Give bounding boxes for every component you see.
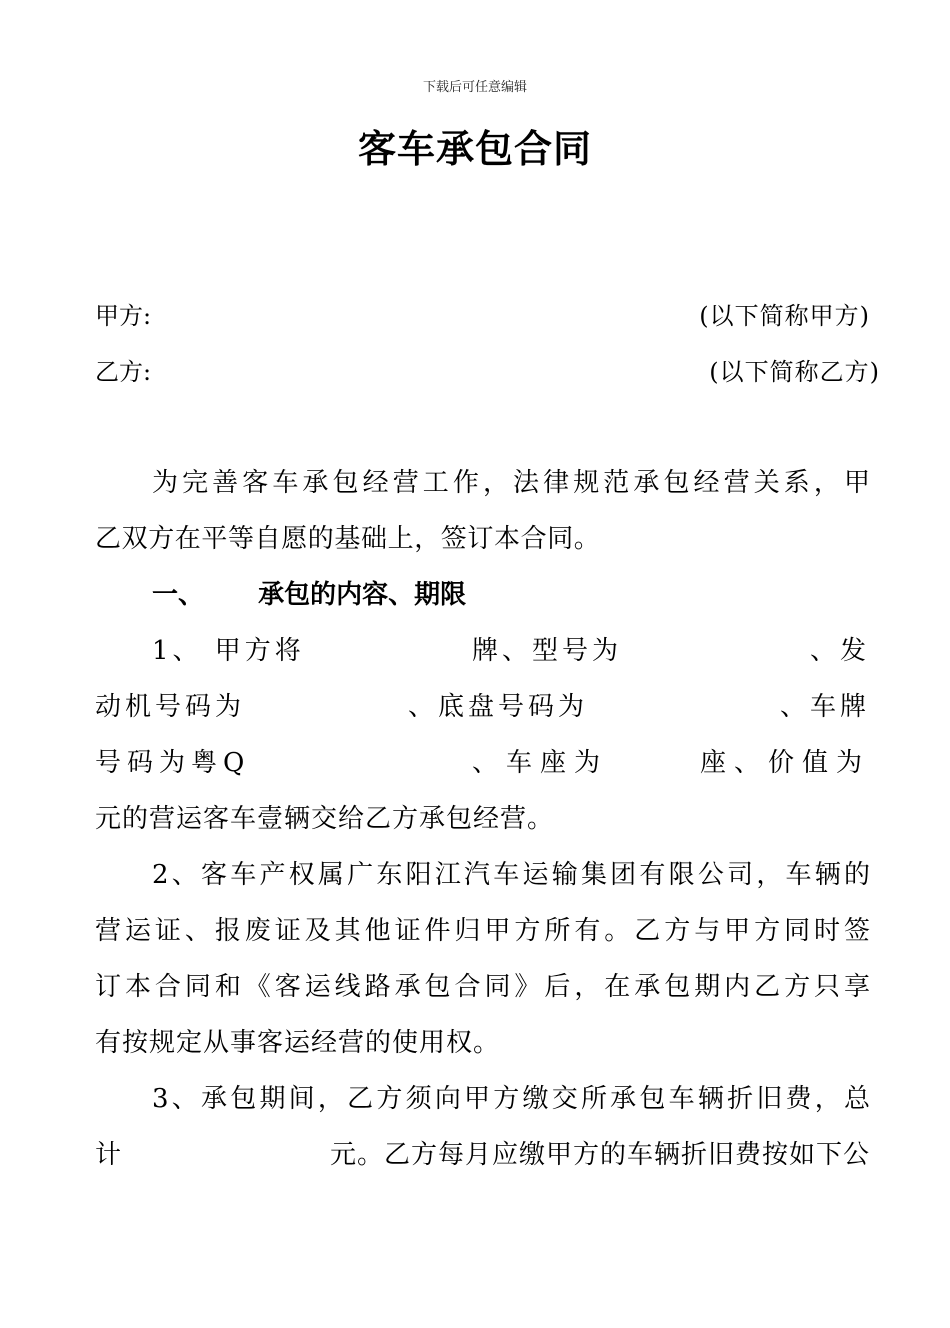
- section-title: 承包的内容、期限: [258, 580, 467, 610]
- party-a-label: 甲方:: [95, 302, 152, 330]
- clause3-line-1: 3、承包期间，乙方须向甲方缴交所承包车辆折旧费，总: [152, 1084, 870, 1114]
- clause2-line-4: 有按规定从事客运经营的使用权。: [95, 1028, 501, 1058]
- party-a-line: [95, 296, 870, 336]
- clause1-text-d: 动机号码为: [95, 692, 246, 722]
- page-title: 客车承包合同: [357, 127, 592, 171]
- clause1-line-3: [95, 743, 870, 799]
- party-a-note: (以下简称甲方): [699, 302, 870, 330]
- header-note: 下载后可任意编辑: [422, 80, 527, 95]
- section-heading: [95, 575, 870, 631]
- clause3-text-a: 计: [95, 1140, 122, 1170]
- clause2-line-3: 订本合同和《客运线路承包合同》后，在承包期内乙方只享: [95, 972, 870, 1002]
- clause1-line-2: [95, 687, 870, 743]
- clause1-text-g: 号码为粤Q: [95, 748, 251, 778]
- clause3-text-b: 元。乙方每月应缴甲方的车辆折旧费按如下公: [329, 1140, 870, 1170]
- clause1-text-a: 1、 甲方将: [152, 636, 305, 666]
- clause1-line-4: 元的营运客车壹辆交给乙方承包经营。: [95, 804, 555, 834]
- clause1-text-b: 牌、型号为: [472, 636, 623, 666]
- intro-line-1: 为完善客车承包经营工作，法律规范承包经营关系，甲: [152, 468, 870, 498]
- clause1-text-c: 、发: [809, 636, 870, 666]
- clause1-text-i: 座、价值为: [699, 748, 870, 778]
- section-number: 一、: [152, 580, 205, 610]
- party-b-note: (以下简称乙方): [709, 358, 880, 386]
- contract-body: [95, 463, 870, 1191]
- intro-line-2: 乙双方在平等自愿的基础上，签订本合同。: [95, 524, 601, 554]
- clause2-line-2: 营运证、报废证及其他证件归甲方所有。乙方与甲方同时签: [95, 916, 870, 946]
- party-b-line: [95, 352, 880, 392]
- clause1-line-1: [95, 631, 870, 687]
- party-b-label: 乙方:: [95, 358, 152, 386]
- clause2-line-1: 2、客车产权属广东阳江汽车运输集团有限公司，车辆的: [152, 860, 870, 890]
- clause1-text-e: 、底盘号码为: [408, 692, 589, 722]
- clause1-text-f: 、车牌: [779, 692, 870, 722]
- clause1-text-h: 、车座为: [472, 748, 609, 778]
- clause3-line-2: [95, 1135, 870, 1191]
